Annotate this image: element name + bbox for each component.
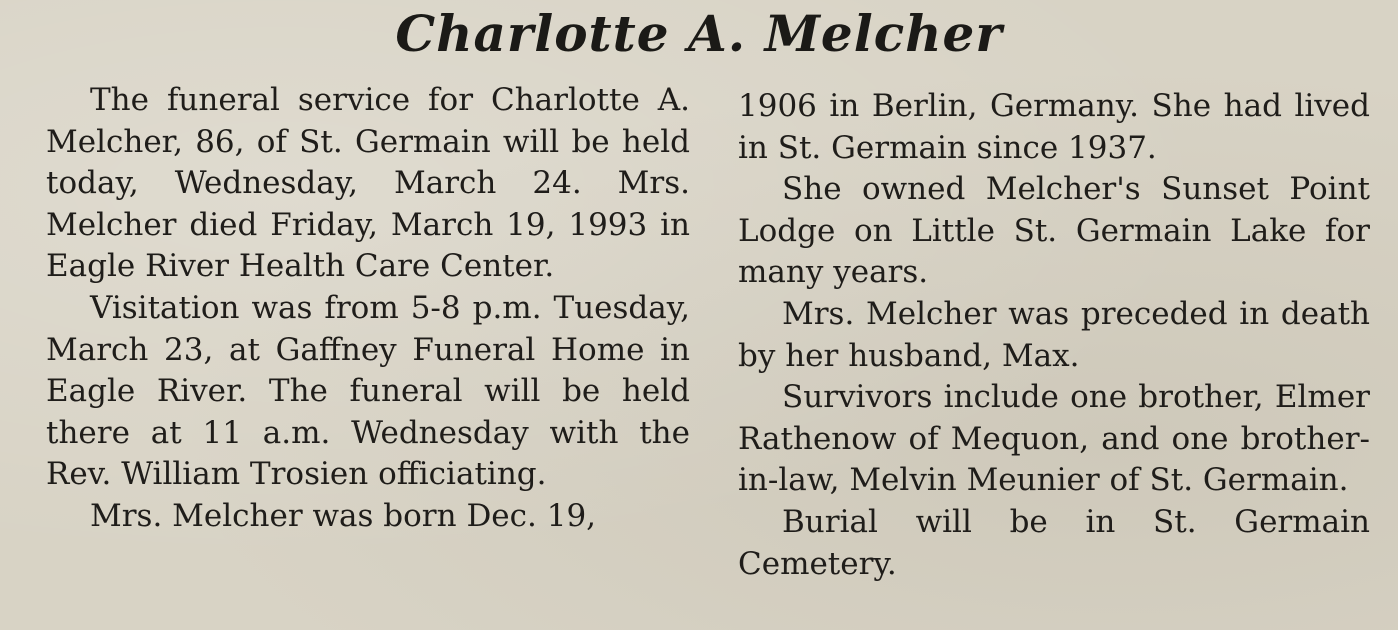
paragraph-burial: Burial will be in St. Germain Cemetery. xyxy=(738,503,1370,582)
paragraph-lodge: She owned Melcher's Sunset Point Lodge on Little St. Germain Lake for many years. xyxy=(738,171,1370,291)
paragraph-funeral-service: The funeral service for Charlotte A. Melcher, 86, of St. Germain will be held today, Wednesday, March 24. Mrs. Melcher died Friday, March 19, 1993 in Eagle River Health Care Center. xyxy=(46,82,690,285)
paragraph-preceded: Mrs. Melcher was preceded in death by her husband, Max. xyxy=(738,295,1370,374)
paragraph-birth-start: Mrs. Melcher was born Dec. 19, xyxy=(90,497,597,534)
paragraph-survivors: Survivors include one brother, Elmer Rathenow of Mequon, and one brother-in-law, Melvin Meunier of St. Germain. xyxy=(738,379,1370,499)
left-column xyxy=(46,80,690,538)
paragraph-visitation: Visitation was from 5-8 p.m. Tuesday, March 23, at Gaffney Funeral Home in Eagle River. The funeral will be held there at 11 a.m. Wednesday with the Rev. William Trosien officiating. xyxy=(46,289,690,493)
right-column xyxy=(738,86,1370,585)
paragraph-birth-continued: 1906 in Berlin, Germany. She had lived in St. Germain since 1937. xyxy=(738,88,1370,166)
obituary-headline: Charlotte A. Melcher xyxy=(395,4,1003,63)
